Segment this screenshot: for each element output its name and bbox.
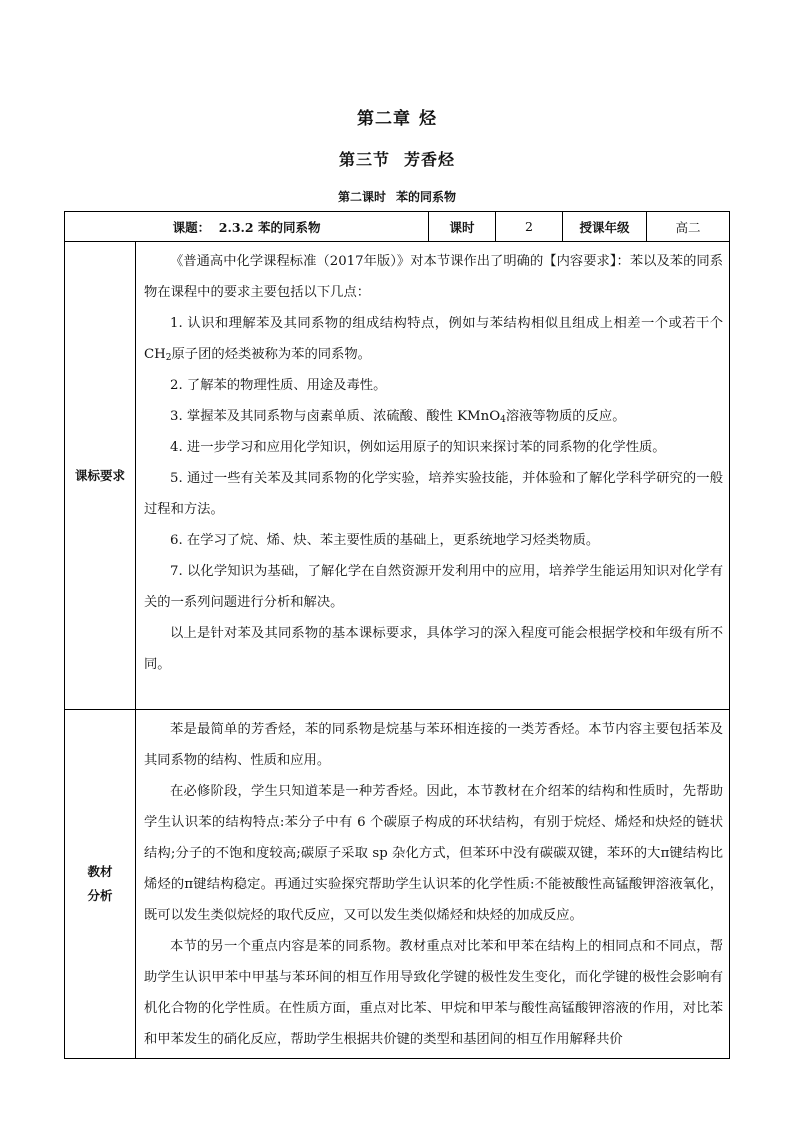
textbook-paragraph-2: 在必修阶段，学生只知道苯是一种芳香烃。因此，本节教材在介绍苯的结构和性质时，先帮助学生认识苯的结构特点:苯分子中有 6 个碳原子构成的环状结构，有别于烷烃、烯烃和炔烃的链状结构;分子的不饱和度较高;碳原子采取 sp 杂化方式，但苯环中没有碳碳双键，苯环的大π键结构比烯烃的π键结构稳定。再通过实验探究帮助学生认识苯的化学性质:不能被酸性高锰酸钾溶液氧化，既可以发生类似烷烃的取代反应，又可以发生类似烯烃和炔烃的加成反应。 [144, 784, 724, 923]
subscript: 2 [165, 353, 172, 363]
standards-row [65, 242, 730, 710]
grade-label: 授课年级 [563, 212, 647, 242]
hours-label: 课时 [429, 212, 496, 242]
standards-item-1-text-b: 原子团的烃类被称为苯的同系物。 [171, 347, 371, 362]
standards-item-6: 6. 在学习了烷、烯、炔、苯主要性质的基础上，更系统地学习烃类物质。 [170, 533, 600, 548]
standards-content [136, 242, 730, 710]
standards-item-5: 5. 通过一些有关苯及其同系物的化学实验，培养实验技能，并体验和了解化学科学研究的一般过程和方法。 [144, 471, 724, 517]
lesson-name: 苯的同系物 [396, 190, 457, 204]
standards-item-7: 7. 以化学知识为基础，了解化学在自然资源开发利用中的应用，培养学生能运用知识对化学有关的一系列问题进行分析和解决。 [144, 564, 724, 610]
standards-item-4: 4. 进一步学习和应用化学知识，例如运用原子的知识来探讨苯的同系物的化学性质。 [170, 440, 666, 455]
topic-label: 课题： [172, 219, 211, 235]
textbook-label [65, 710, 136, 1059]
section-number: 第三节 [338, 150, 390, 169]
chapter-number: 第二章 [357, 109, 411, 129]
textbook-row [65, 710, 730, 1059]
textbook-paragraph-3: 本节的另一个重点内容是苯的同系物。教材重点对比苯和甲苯在结构上的相同点和不同点，帮助学生认识甲苯中甲基与苯环间的相互作用导致化学键的极性发生变化，而化学键的极性会影响有机化合物的化学性质。在性质方面，重点对比苯、甲烷和甲苯与酸性高锰酸钾溶液的作用，对比苯和甲苯发生的硝化反应，帮助学生根据共价键的类型和基团间的相互作用解释共价 [144, 939, 724, 1047]
textbook-label-line1: 教材 [87, 864, 113, 879]
standards-summary: 以上是针对苯及其同系物的基本课标要求，具体学习的深入程度可能会根据学校和年级有所不同。 [144, 626, 724, 672]
chapter-title [0, 104, 794, 129]
standards-item-2: 2. 了解苯的物理性质、用途及毒性。 [170, 378, 387, 393]
grade-value: 高二 [647, 212, 730, 242]
standards-item-1 [144, 308, 723, 370]
hours-value: 2 [496, 212, 563, 242]
info-row [65, 212, 730, 242]
standards-item-3 [144, 401, 723, 432]
topic-value: 2.3.2 苯的同系物 [218, 219, 321, 235]
textbook-content [136, 710, 730, 1059]
standards-paragraph-intro: 《普通高中化学课程标准（2017年版）》对本节课作出了明确的【内容要求】：苯以及苯的同系物在课程中的要求主要包括以下几点： [144, 254, 724, 300]
lesson-title [0, 188, 794, 205]
topic-cell [65, 212, 429, 242]
standards-label: 课标要求 [65, 242, 136, 710]
standards-item-3-text-b: 溶液等物质的反应。 [505, 409, 626, 424]
section-title [0, 147, 794, 170]
lesson-plan-table [64, 211, 730, 1059]
subscript: 4 [500, 415, 506, 425]
standards-item-1-text-a: 1. 认识和理解苯及其同系物的组成结构特点，例如与苯结构相似且组成上相差一个或若干个 CH [144, 316, 724, 362]
standards-item-3-text-a: 3. 掌握苯及其同系物与卤素单质、浓硫酸、酸性 KMnO [170, 409, 501, 424]
lesson-number: 第二课时 [337, 190, 386, 204]
textbook-paragraph-1: 苯是最简单的芳香烃，苯的同系物是烷基与苯环相连接的一类芳香烃。本节内容主要包括苯及其同系物的结构、性质和应用。 [144, 722, 724, 768]
chapter-name: 烃 [419, 109, 437, 129]
textbook-label-line2: 分析 [87, 888, 113, 903]
section-name: 芳香烃 [404, 150, 456, 169]
